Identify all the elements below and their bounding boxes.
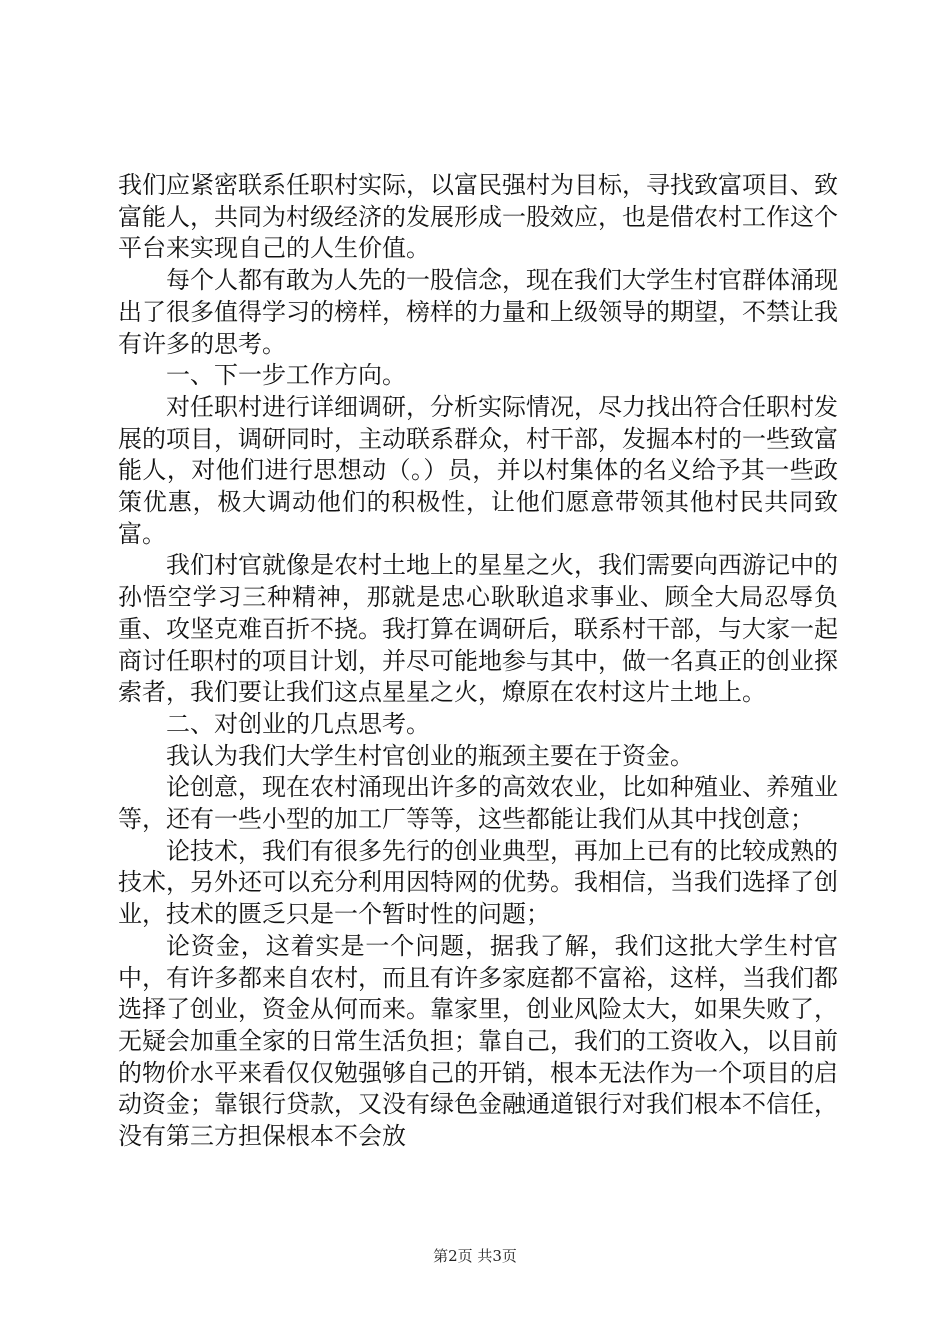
section-heading: 一、下一步工作方向。 [166,361,406,390]
paragraph: 我们村官就像是农村土地上的星星之火，我们需要向西游记中的孙悟空学习三种精神，那就是忠心耿耿追求事业、顾全大局忍辱负重、攻坚克难百折不挠。我打算在调研后，联系村干部，与大家一起商讨任职村的项目计划，并尽可能地参与其中，做一名真正的创业探索者，我们要让我们这点星星之火，燎原在农村这片土地上。 [118,551,838,707]
paragraph: 论资金，这着实是一个问题，据我了解，我们这批大学生村官中，有许多都来自农村，而且有许多家庭都不富裕，这样，当我们都选择了创业，资金从何而来。靠家里，创业风险太大，如果失败了，无疑会加重全家的日常生活负担；靠自己，我们的工资收入，以目前的物价水平来看仅仅勉强够自己的开销，根本无法作为一个项目的启动资金；靠银行贷款，又没有绿色金融通道银行对我们根本不信任，没有第三方担保根本不会放 [118,931,838,1151]
paragraph: 每个人都有敢为人先的一股信念，现在我们大学生村官群体涌现出了很多值得学习的榜样，榜样的力量和上级领导的期望，不禁让我有许多的思考。 [118,266,838,358]
body-text [118,170,838,1153]
paragraph: 我认为我们大学生村官创业的瓶颈主要在于资金。 [166,741,694,770]
paragraph: 我们应紧密联系任职村实际，以富民强村为目标，寻找致富项目、致富能人，共同为村级经济的发展形成一股效应，也是借农村工作这个平台来实现自己的人生价值。 [118,171,838,263]
page-footer: 第2页 共3页 [433,1247,517,1265]
paragraph: 对任职村进行详细调研，分析实际情况，尽力找出符合任职村发展的项目，调研同时，主动联系群众，村干部，发掘本村的一些致富能人，对他们进行思想动（。）员，并以村集体的名义给予其一些政策优惠，极大调动他们的积极性，让他们愿意带领其他村民共同致富。 [118,392,838,548]
paragraph: 论技术，我们有很多先行的创业典型，再加上已有的比较成熟的技术，另外还可以充分利用因特网的优势。我相信，当我们选择了创业，技术的匮乏只是一个暂时性的问题； [118,836,838,929]
paragraph: 论创意，现在农村涌现出许多的高效农业，比如种殖业、养殖业等，还有一些小型的加工厂等等，这些都能让我们从其中找创意； [118,773,838,834]
section-heading: 二、对创业的几点思考。 [166,709,430,738]
